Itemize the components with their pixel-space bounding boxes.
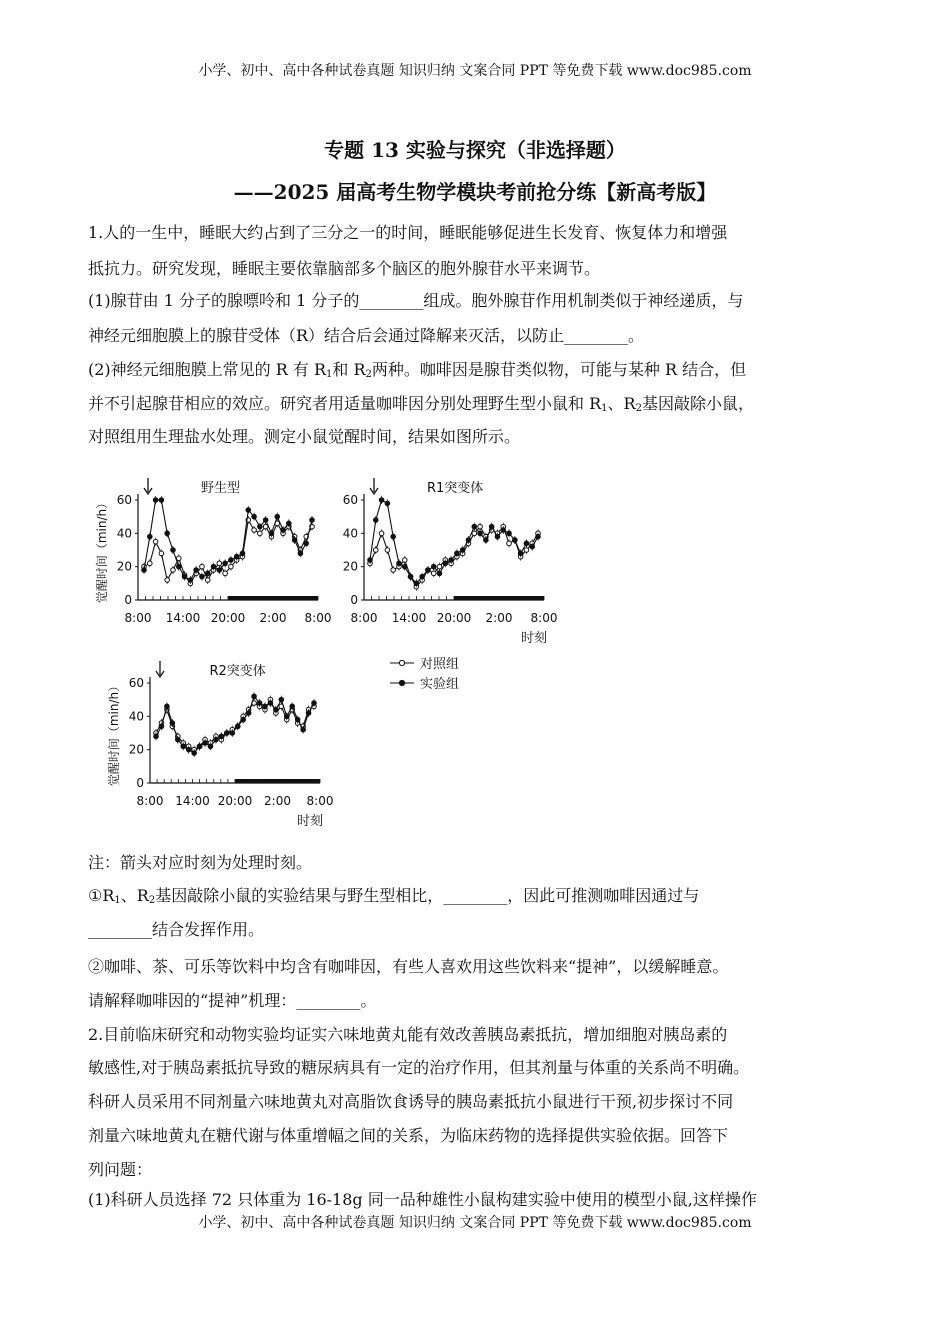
y-axis-label: 觉醒时间（min/h）: [95, 496, 109, 604]
q2-line6: (1)科研人员选择 72 只体重为 16-18g 同一品种雄性小鼠构建实验中使用的模型小鼠,这样操作: [88, 1190, 757, 1209]
treatment-point: [214, 737, 219, 742]
treatment-point: [431, 564, 436, 569]
y-tick-label: 20: [128, 742, 144, 757]
q1-line7: 对照组用生理盐水处理。测定小鼠觉醒时间，结果如图所示。: [88, 427, 521, 446]
q1-sub1-line2: ________结合发挥作用。: [88, 920, 265, 939]
q2-line2: 敏感性,对于胰岛素抵抗导致的糖尿病具有一定的治疗作用，但其剂量与体重的关系尚不明确。: [88, 1058, 750, 1077]
figure-wakefulness: [90, 455, 560, 840]
treatment-point: [211, 564, 216, 569]
q1-line2: 抵抗力。研究发现，睡眠主要依靠脑部多个脑区的胞外腺苷水平来调节。: [88, 259, 601, 278]
treatment-point: [306, 711, 311, 716]
control-point: [478, 524, 483, 529]
x-tick-label: 8:00: [306, 794, 334, 808]
q1-line3: (1)腺苷由 1 分子的腺嘌呤和 1 分子的________组成。胞外腺苷作用机制类似于神经递质，与: [88, 291, 744, 310]
treatment-point: [290, 704, 295, 709]
treatment-point: [223, 561, 228, 566]
treatment-point: [263, 704, 268, 709]
legend-marker-treatment: [399, 680, 404, 685]
control-point: [385, 548, 390, 553]
treatment-point: [281, 528, 286, 533]
treatment-point: [154, 734, 159, 739]
legend-label-control: 对照组: [420, 657, 460, 672]
control-point: [217, 561, 222, 566]
series-line-treatment: [144, 500, 312, 580]
treatment-point: [408, 574, 413, 579]
y-tick-label: 0: [136, 776, 144, 790]
treatment-point: [194, 568, 199, 573]
treatment-point: [385, 501, 390, 506]
treatment-point: [397, 561, 402, 566]
treatment-point: [229, 558, 234, 563]
treatment-point: [437, 571, 442, 576]
treatment-point: [518, 551, 523, 556]
chart-panel-3: [106, 661, 333, 829]
treatment-point: [484, 538, 489, 543]
x-tick-label: 8:00: [304, 611, 332, 625]
control-point: [153, 539, 158, 544]
treatment-point: [197, 744, 202, 749]
treatment-point: [182, 574, 187, 579]
treatment-point: [489, 524, 494, 529]
treatment-point: [192, 751, 197, 756]
treatment-point: [171, 548, 176, 553]
x-tick-label: 2:00: [485, 611, 513, 625]
treatment-point: [219, 734, 224, 739]
chart-panel-1: [94, 478, 331, 625]
treatment-point: [263, 518, 268, 523]
y-tick-label: 0: [124, 593, 132, 607]
treatment-point: [159, 724, 164, 729]
y-tick-label: 0: [350, 593, 358, 607]
treatment-point: [368, 558, 373, 563]
control-point: [524, 548, 529, 553]
control-point: [229, 564, 234, 569]
treatment-point: [175, 737, 180, 742]
q2-line1: 2.目前临床研究和动物实验均证实六味地黄丸能有效改善胰岛素抵抗，增加细胞对胰岛素的: [88, 1025, 728, 1044]
x-tick-label: 20:00: [210, 611, 246, 625]
y-tick-label: 20: [116, 559, 132, 574]
treatment-point: [460, 548, 465, 553]
page-footer: 小学、初中、高中各种试卷真题 知识归纳 文案合同 PPT 等免费下载 www.doc985.com: [198, 1215, 752, 1231]
treatment-point: [176, 564, 181, 569]
treatment-point: [391, 534, 396, 539]
control-point: [200, 564, 205, 569]
treatment-point: [501, 528, 506, 533]
x-tick-label: 2:00: [264, 794, 291, 808]
treatment-point: [246, 711, 251, 716]
treatment-point: [466, 538, 471, 543]
treatment-point: [234, 554, 239, 559]
treatment-point: [292, 538, 297, 543]
treatment-arrow-icon: [144, 478, 152, 494]
control-point: [223, 571, 228, 576]
x-tick-label: 20:00: [217, 794, 253, 808]
treatment-point: [225, 731, 230, 736]
y-tick-label: 60: [342, 493, 358, 507]
control-point: [171, 568, 176, 573]
q1-sub2-line2: 请解释咖啡因的“提神”机理：________。: [88, 991, 377, 1010]
treatment-point: [507, 531, 512, 536]
treatment-point: [241, 717, 246, 722]
x-tick-label: 8:00: [350, 611, 378, 625]
q1-sub2-line1: ②咖啡、茶、可乐等饮料中均含有咖啡因，有些人喜欢用这些饮料来“提神”，以缓解睡意。: [88, 957, 729, 976]
treatment-point: [246, 508, 251, 513]
control-point: [391, 568, 396, 573]
y-axis-label: 觉醒时间（min/h）: [107, 679, 121, 787]
treatment-point: [495, 534, 500, 539]
x-axis-label: 时刻: [520, 631, 548, 646]
x-tick-label: 20:00: [436, 611, 472, 625]
treatment-point: [205, 571, 210, 576]
treatment-point: [414, 581, 419, 586]
x-tick-label: 8:00: [124, 611, 152, 625]
treatment-point: [478, 531, 483, 536]
y-tick-label: 40: [342, 526, 358, 541]
treatment-point: [426, 568, 431, 573]
q2-line5: 列问题：: [88, 1160, 153, 1179]
treatment-arrow-icon: [370, 478, 378, 494]
treatment-point: [208, 744, 213, 749]
treatment-point: [181, 744, 186, 749]
x-tick-label: 8:00: [530, 611, 558, 625]
chart-legend: [390, 656, 459, 692]
series-line-control: [144, 520, 312, 583]
treatment-point: [170, 721, 175, 726]
treatment-arrow-icon: [156, 661, 164, 677]
treatment-point: [443, 561, 448, 566]
legend-marker-control: [399, 660, 404, 665]
control-point: [165, 578, 170, 583]
treatment-point: [301, 727, 306, 732]
control-point: [402, 558, 407, 563]
treatment-point: [257, 701, 262, 706]
legend-label-treatment: 实验组: [420, 677, 460, 692]
control-point: [373, 548, 378, 553]
treatment-point: [304, 541, 309, 546]
chart-title: R1突变体: [427, 481, 484, 496]
treatment-point: [268, 701, 273, 706]
treatment-point: [258, 524, 263, 529]
q1-sub1-line1: $①R_1$、$R_2$基因敲除小鼠的实验结果与野生型相比，________，因此可推测咖啡因通过与: [88, 886, 700, 906]
q1-line1: 1.人的一生中，睡眠大约占到了三分之一的时间，睡眠能够促进生长发育、恢复体力和增强: [88, 223, 728, 242]
treatment-point: [147, 534, 152, 539]
q1-line4: 神经元细胞膜上的腺苷受体（R）结合后会通过降解来灭活，以防止________。: [88, 326, 645, 345]
treatment-point: [188, 578, 193, 583]
q2-line4: 剂量六味地黄丸在糖代谢与体重增幅之间的关系，为临床药物的选择提供实验依据。回答下: [88, 1126, 729, 1145]
chart-title: R2突变体: [209, 664, 266, 679]
treatment-point: [235, 724, 240, 729]
treatment-point: [165, 704, 170, 709]
treatment-point: [536, 534, 541, 539]
treatment-point: [186, 747, 191, 752]
q2-line3: 科研人员采用不同剂量六味地黄丸对高脂饮食诱导的胰岛素抵抗小鼠进行干预,初步探讨不同: [88, 1092, 734, 1111]
chart-panel-2: [343, 478, 558, 646]
treatment-point: [449, 558, 454, 563]
treatment-point: [275, 514, 280, 519]
treatment-point: [472, 524, 477, 529]
control-point: [176, 556, 181, 561]
treatment-point: [287, 521, 292, 526]
control-point: [258, 531, 263, 536]
page-subtitle: ——2025 届高考生物学模块考前抢分练【新高考版】: [233, 180, 717, 204]
q1-line6: 并不引起腺苷相应的效应。研究者用适量咖啡因分别处理野生型小鼠和 $R_1$、$R_2$基因敲除小鼠，: [88, 394, 754, 414]
treatment-point: [279, 697, 284, 702]
treatment-point: [379, 498, 384, 503]
treatment-point: [455, 551, 460, 556]
treatment-point: [524, 541, 529, 546]
x-tick-label: 14:00: [391, 611, 427, 625]
treatment-point: [159, 498, 164, 503]
treatment-point: [165, 531, 170, 536]
treatment-point: [252, 514, 257, 519]
y-tick-label: 20: [342, 559, 358, 574]
page-header: 小学、初中、高中各种试卷真题 知识归纳 文案合同 PPT 等免费下载 www.doc985.com: [198, 63, 752, 79]
treatment-point: [530, 544, 535, 549]
treatment-point: [252, 694, 257, 699]
control-point: [147, 561, 152, 566]
control-point: [159, 551, 164, 556]
treatment-point: [200, 574, 205, 579]
treatment-point: [513, 538, 518, 543]
x-tick-label: 8:00: [136, 794, 164, 808]
control-point: [205, 578, 210, 583]
y-tick-label: 40: [128, 709, 144, 724]
treatment-point: [217, 568, 222, 573]
treatment-point: [274, 707, 279, 712]
control-point: [507, 541, 512, 546]
treatment-point: [203, 741, 208, 746]
treatment-point: [142, 568, 147, 573]
treatment-point: [402, 564, 407, 569]
x-axis-label: 时刻: [296, 814, 324, 829]
note: 注：箭头对应时刻为处理时刻。: [88, 853, 313, 872]
treatment-point: [284, 714, 289, 719]
treatment-point: [240, 551, 245, 556]
x-tick-label: 14:00: [175, 794, 210, 808]
y-tick-label: 60: [128, 676, 144, 690]
chart-title: 野生型: [201, 481, 241, 496]
treatment-point: [230, 731, 235, 736]
treatment-point: [298, 551, 303, 556]
treatment-point: [310, 518, 315, 523]
control-point: [379, 531, 384, 536]
treatment-point: [312, 701, 317, 706]
treatment-point: [295, 717, 300, 722]
control-point: [431, 571, 436, 576]
page-title: 专题 13 实验与探究（非选择题）: [324, 138, 626, 162]
control-point: [437, 564, 442, 569]
treatment-point: [420, 574, 425, 579]
y-tick-label: 40: [116, 526, 132, 541]
control-point: [252, 528, 257, 533]
q1-line5: (2)神经元细胞膜上常见的 R 有 $R_1$和 $R_2$两种。咖啡因是腺苷类似物，可能与某种 R 结合，但: [88, 360, 747, 380]
x-tick-label: 14:00: [165, 611, 201, 625]
treatment-point: [373, 518, 378, 523]
y-tick-label: 60: [116, 493, 132, 507]
treatment-point: [153, 498, 158, 503]
x-tick-label: 2:00: [259, 611, 287, 625]
treatment-point: [269, 531, 274, 536]
